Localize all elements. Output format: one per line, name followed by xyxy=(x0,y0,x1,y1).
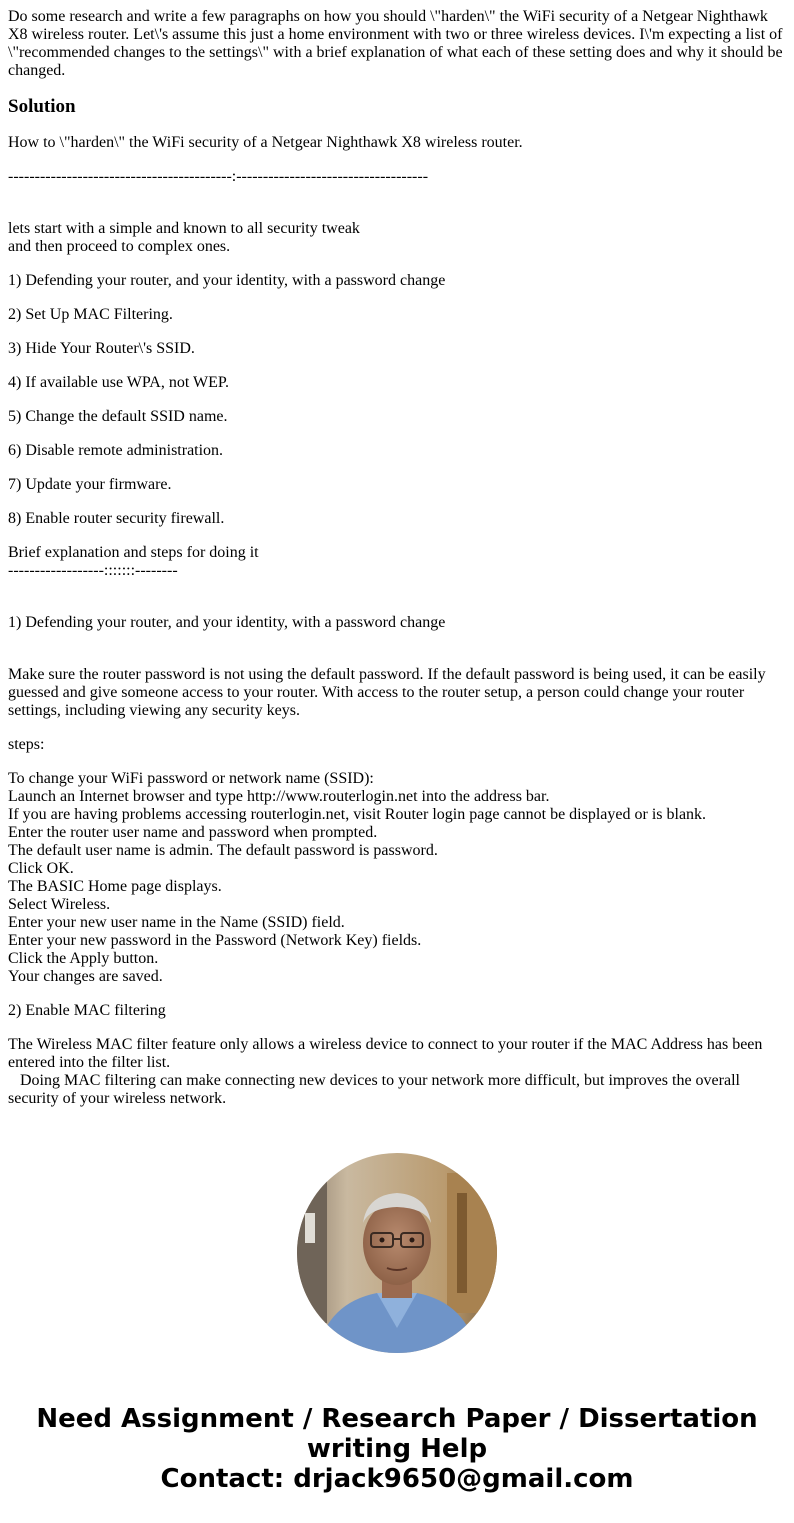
spacer xyxy=(8,596,786,614)
paragraph-line: The Wireless MAC filter feature only allows a wireless device to connect to your router if the MAC Address has been entered into the filter list. xyxy=(8,1036,763,1071)
section-paragraph: Make sure the router password is not using the default password. If the default password is being used, it can be easily guessed and give someone access to your router. With access to the router setup, a person could change your router settings, including viewing any security keys. xyxy=(8,666,766,719)
step-line: The BASIC Home page displays. xyxy=(8,878,222,895)
step-line: If you are having problems accessing routerlogin.net, visit Router login page cannot be displayed or is blank. xyxy=(8,806,707,823)
step-line: Select Wireless. xyxy=(8,896,111,913)
section-title: 2) Enable MAC filtering xyxy=(8,1002,166,1019)
step-line: Enter your new password in the Password (Network Key) fields. xyxy=(8,932,422,949)
spacer xyxy=(8,202,786,220)
step-line: The default user name is admin. The default password is password. xyxy=(8,842,438,859)
explanation-heading-block xyxy=(8,544,786,580)
steps-label: steps: xyxy=(8,736,45,753)
divider-line: ------------------------------------------:------------------------------------ xyxy=(8,168,429,185)
banner-line: Need Assignment / Research Paper / Dissertation xyxy=(36,1404,758,1434)
steps-list xyxy=(8,770,786,986)
document-body xyxy=(8,8,786,1124)
avatar-portrait xyxy=(297,1153,497,1353)
paragraph-line: Doing MAC filtering can make connecting new devices to your network more difficult, but improves the overall security of your wireless network. xyxy=(8,1072,740,1107)
question-text: Do some research and write a few paragraphs on how you should \"harden\" the WiFi security of a Netgear Nighthawk X8 wireless router. Let\'s assume this just a home environment with two or three wireless devices. I\'m expecting a list of \"recommended changes to the settings\" with a brief explanation of what each of these setting does and why it should be changed. xyxy=(8,8,783,79)
list-item: 1) Defending your router, and your identity, with a password change xyxy=(8,272,446,289)
contact-banner xyxy=(0,1404,794,1494)
list-item: 3) Hide Your Router\'s SSID. xyxy=(8,340,195,357)
intro-line: and then proceed to complex ones. xyxy=(8,238,231,255)
intro-paragraph xyxy=(8,220,786,256)
solution-heading: Solution xyxy=(8,96,76,117)
section-paragraph xyxy=(8,1036,786,1108)
contact-email: Contact: drjack9650@gmail.com xyxy=(160,1464,634,1494)
solution-title-line: How to \"harden\" the WiFi security of a Netgear Nighthawk X8 wireless router. xyxy=(8,134,523,151)
author-avatar xyxy=(297,1153,497,1353)
list-item: 7) Update your firmware. xyxy=(8,476,172,493)
banner-line: writing Help xyxy=(306,1434,488,1464)
section-title: 1) Defending your router, and your identity, with a password change xyxy=(8,614,446,631)
explanation-heading: Brief explanation and steps for doing it xyxy=(8,544,259,561)
list-item: 5) Change the default SSID name. xyxy=(8,408,228,425)
list-item: 8) Enable router security firewall. xyxy=(8,510,225,527)
intro-line: lets start with a simple and known to all security tweak xyxy=(8,220,360,237)
step-line: Enter the router user name and password when prompted. xyxy=(8,824,378,841)
list-item: 4) If available use WPA, not WEP. xyxy=(8,374,230,391)
step-line: Launch an Internet browser and type http://www.routerlogin.net into the address bar. xyxy=(8,788,550,805)
spacer xyxy=(8,648,786,666)
step-line: Your changes are saved. xyxy=(8,968,163,985)
list-item: 6) Disable remote administration. xyxy=(8,442,224,459)
step-line: Click the Apply button. xyxy=(8,950,159,967)
divider-line: ------------------:::::::-------- xyxy=(8,562,178,579)
step-line: Enter your new user name in the Name (SSID) field. xyxy=(8,914,345,931)
step-line: To change your WiFi password or network name (SSID): xyxy=(8,770,374,787)
list-item: 2) Set Up MAC Filtering. xyxy=(8,306,173,323)
step-line: Click OK. xyxy=(8,860,74,877)
